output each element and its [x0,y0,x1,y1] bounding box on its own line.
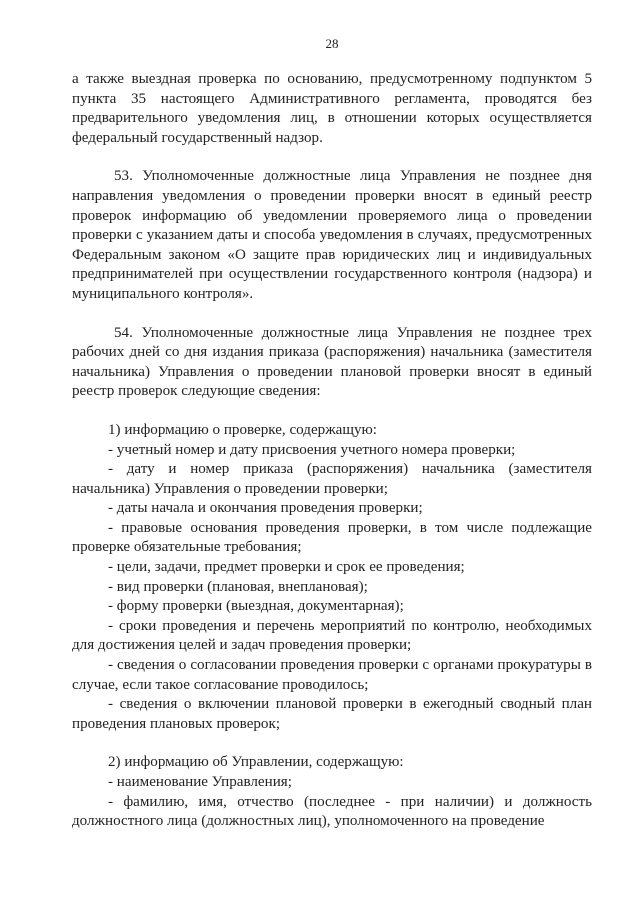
list-item: - правовые основания проведения проверки, в том числе подлежащие проверке обязательные требования; [72,519,592,556]
section-2 [72,753,592,831]
list-item: - цели, задачи, предмет проверки и срок ее проведения; [108,559,465,576]
list-item: - наименование Управления; [108,774,292,790]
list-item: - форму проверки (выездная, документарная); [108,598,404,615]
paragraph-continuation: а также выездная проверка по основанию, предусмотренному подпунктом 5 пункта 35 настоящего Административного регламента, проводятся без предварительного уведомления лиц, в отношении которых осуществляется федеральный государственный надзор. [72,71,592,146]
list-item: - сроки проведения и перечень мероприятий по контролю, необходимых для достижения целей и задач проведения проверки; [72,617,592,654]
section-1 [72,421,592,735]
spacer [72,734,592,753]
paragraph-53: 53. Уполномоченные должностные лица Управления не позднее дня направления уведомления о проведении проверки вносят в единый реестр проверок информацию об уведомлении проверяемого лица о проведении проверки с указанием даты и способа уведомления в случаях, предусмотренных Федеральным законом «О защите прав юридических лиц и индивидуальных предпринимателей при осуществлении государственного контроля (надзора) и муниципального контроля». [72,168,592,302]
list-item: - дату и номер приказа (распоряжения) начальника (заместителя начальника) Управления о проведении проверки; [72,461,592,497]
list-item: - вид проверки (плановая, внеплановая); [108,578,368,595]
paragraph-54: 54. Уполномоченные должностные лица Управления не позднее трех рабочих дней со дня издания приказа (распоряжения) начальника (заместителя начальника) Управления о проведении плановой проверки вносят в единый реестр проверок следующие сведения: [72,324,592,400]
section-1-heading: 1) информацию о проверке, содержащую: [108,421,377,438]
list-item: - даты начала и окончания проведения проверки; [108,500,423,517]
list-item: - сведения о включении плановой проверки в ежегодный сводный план проведения плановых проверок; [72,696,592,732]
page-number: 28 [325,36,339,51]
list-item: - сведения о согласовании проведения проверки с органами прокуратуры в случае, если такое согласование проводилось; [72,657,592,693]
list-item: - фамилию, имя, отчество (последнее - при наличии) и должность должностного лица (должностных лиц), уполномоченного на проведение [72,793,592,830]
list-item: - учетный номер и дату присвоения учетного номера проверки; [108,441,516,458]
section-2-heading: 2) информацию об Управлении, содержащую: [108,754,404,771]
